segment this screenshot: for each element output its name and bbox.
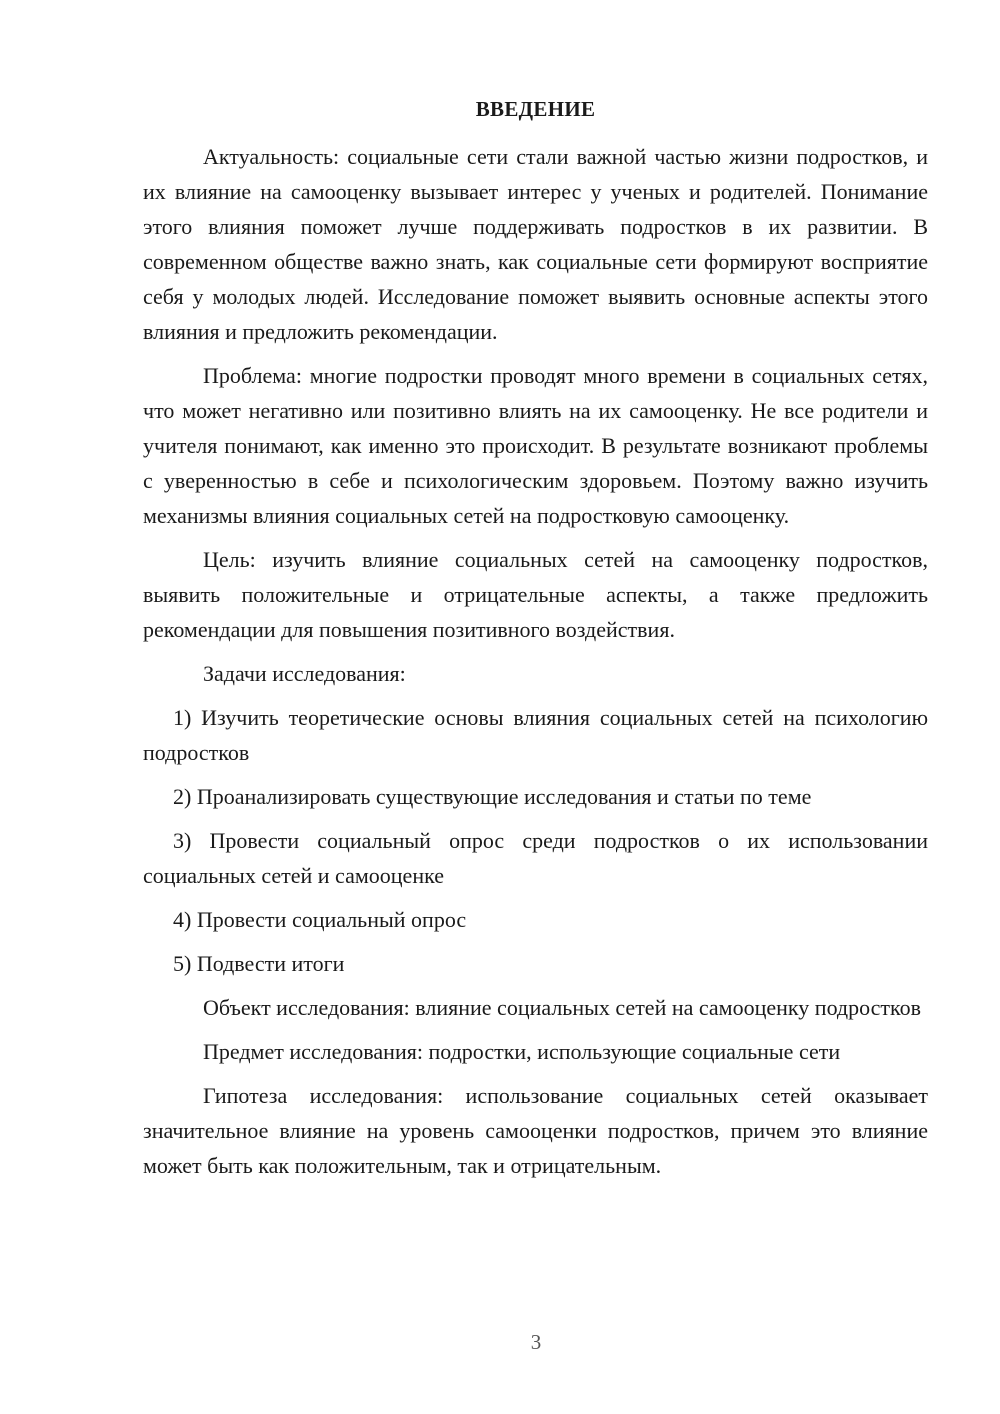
paragraph-tasks-heading: Задачи исследования: bbox=[203, 661, 406, 686]
task-item-5: 5) Подвести итоги bbox=[173, 951, 345, 976]
paragraph-hypothesis: Гипотеза исследования: использование социальных сетей оказывает значительное влияние на уровень самооценки подростков, причем это влияние может быть как положительным, так и отрицательным. bbox=[143, 1083, 928, 1178]
task-item-4: 4) Провести социальный опрос bbox=[173, 907, 467, 932]
task-item-2: 2) Проанализировать существующие исследования и статьи по теме bbox=[173, 784, 812, 809]
page-number: 3 bbox=[530, 1330, 542, 1354]
paragraph-goal: Цель: изучить влияние социальных сетей на самооценку подростков, выявить положительные и отрицательные аспекты, а также предложить рекомендации для повышения позитивного воздействия. bbox=[143, 547, 928, 642]
task-item-3: 3) Провести социальный опрос среди подростков о их использовании социальных сетей и самооценке bbox=[143, 828, 928, 888]
paragraph-subject: Предмет исследования: подростки, использующие социальные сети bbox=[203, 1039, 841, 1064]
paragraph-object: Объект исследования: влияние социальных сетей на самооценку подростков bbox=[203, 995, 922, 1020]
document-title: ВВЕДЕНИЕ bbox=[475, 97, 596, 121]
paragraph-problem: Проблема: многие подростки проводят много времени в социальных сетях, что может негативно или позитивно влиять на их самооценку. Не все родители и учителя понимают, как именно это происходит. В результате возникают проблемы с уверенностью в себе и психологическим здоровьем. Поэтому важно изучить механизмы влияния социальных сетей на подростковую самооценку. bbox=[143, 363, 928, 528]
task-item-1: 1) Изучить теоретические основы влияния социальных сетей на психологию подростков bbox=[143, 705, 928, 765]
paragraph-relevance: Актуальность: социальные сети стали важной частью жизни подростков, и их влияние на самооценку вызывает интерес у ученых и родителей. Понимание этого влияния поможет лучше поддерживать подростков в их развитии. В современном обществе важно знать, как социальные сети формируют восприятие себя у молодых людей. Исследование поможет выявить основные аспекты этого влияния и предложить рекомендации. bbox=[143, 144, 928, 344]
document-page bbox=[143, 92, 928, 1192]
